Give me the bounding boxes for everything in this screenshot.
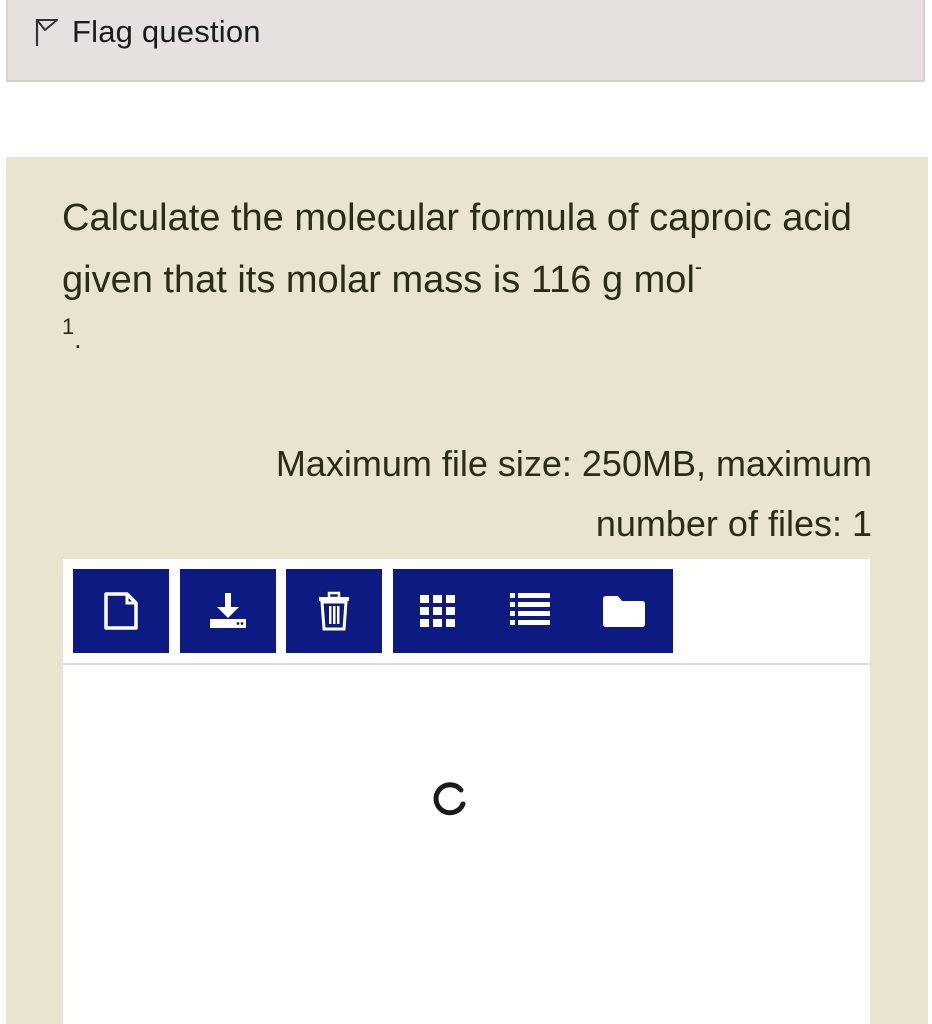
file-manager xyxy=(63,559,870,1024)
trash-icon xyxy=(317,591,351,631)
file-size-info xyxy=(172,434,872,554)
question-info-bar xyxy=(6,0,925,82)
download-icon xyxy=(207,591,249,631)
download-button[interactable] xyxy=(180,569,276,653)
grid-icon xyxy=(418,593,458,629)
add-file-button[interactable] xyxy=(73,569,169,653)
loading-spinner-icon xyxy=(431,781,469,819)
tree-view-button[interactable] xyxy=(579,569,669,653)
flag-question-label: Flag question xyxy=(72,14,261,49)
view-mode-group xyxy=(393,569,673,653)
flag-outline-icon xyxy=(34,17,60,47)
folder-icon xyxy=(601,593,647,629)
file-info-line-1: Maximum file size: 250MB, maximum xyxy=(275,443,872,484)
file-manager-toolbar xyxy=(63,559,870,665)
list-icon xyxy=(508,591,552,631)
question-exponent: 1 xyxy=(62,314,75,339)
file-info-line-2: number of files: 1 xyxy=(595,503,872,544)
new-file-icon xyxy=(103,591,139,631)
question-text-main: Calculate the molecular formula of caproic acid given that its molar mass is 116 g mol xyxy=(62,197,852,301)
delete-button[interactable] xyxy=(286,569,382,653)
question-exponent-line xyxy=(62,310,882,354)
list-view-button[interactable] xyxy=(485,569,575,653)
question-superscript: - xyxy=(694,254,703,279)
question-trailing-period: . xyxy=(74,324,82,354)
icon-view-button[interactable] xyxy=(393,569,483,653)
flag-question-link[interactable] xyxy=(34,14,261,50)
question-text xyxy=(62,187,882,354)
question-content xyxy=(6,157,928,1024)
